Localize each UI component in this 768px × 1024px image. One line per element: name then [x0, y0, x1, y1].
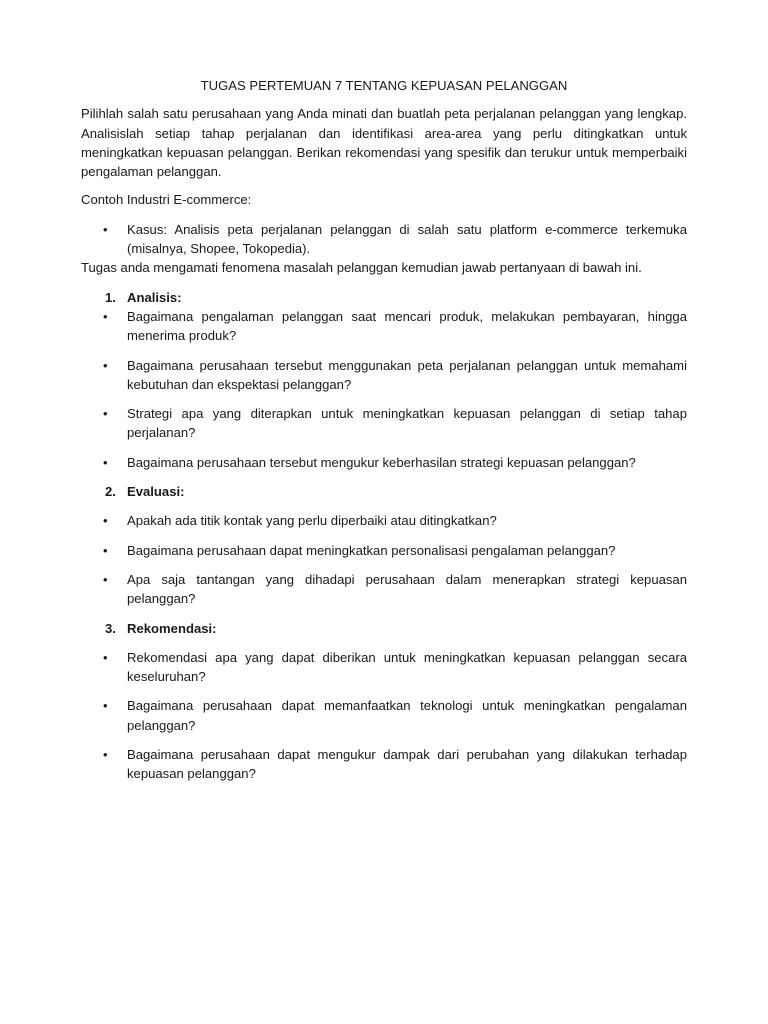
- section-number: 2.: [105, 484, 116, 500]
- case-text: Kasus: Analisis peta perjalanan pelanggan di salah satu platform e-commerce terkemuka (misalnya, Shopee, Tokopedia).: [127, 221, 687, 257]
- section-heading-analisis: [81, 288, 687, 307]
- document-page: [81, 76, 687, 784]
- section-heading-evaluasi: [81, 482, 687, 501]
- list-item: [81, 745, 687, 784]
- bullet-icon: •: [103, 357, 108, 373]
- bullet-icon: •: [103, 406, 108, 422]
- bullet-icon: •: [103, 221, 108, 237]
- question-text: Bagaimana perusahaan dapat mengukur dampak dari perubahan yang dilakukan terhadap kepuasan pelanggan?: [127, 747, 687, 782]
- question-text: Rekomendasi apa yang dapat diberikan untuk meningkatkan kepuasan pelanggan secara keseluruhan?: [127, 649, 687, 685]
- list-item: [81, 307, 687, 346]
- list-item: [81, 220, 687, 259]
- section-number: 1.: [105, 289, 116, 305]
- list-item: [81, 541, 687, 560]
- intro-paragraph: Pilihlah salah satu perusahaan yang Anda minati dan buatlah peta perjalanan pelanggan yang lengkap. Analisislah setiap tahap perjalanan dan identifikasi area-area yang perlu ditingkatkan untuk meningkatkan kepuasan pelanggan. Berikan rekomendasi yang spesifik dan terukur untuk memperbaiki pengalaman pelanggan.: [81, 106, 687, 180]
- bullet-icon: •: [103, 571, 108, 587]
- question-list-evaluasi: [81, 511, 687, 608]
- question-text: Bagaimana perusahaan dapat meningkatkan personalisasi pengalaman pelanggan?: [127, 542, 616, 558]
- question-list-rekomendasi: [81, 648, 687, 784]
- list-item: [81, 453, 687, 472]
- section-number: 3.: [105, 620, 116, 636]
- question-text: Bagaimana pengalaman pelanggan saat mencari produk, melakukan pembayaran, hingga menerima produk?: [127, 308, 687, 344]
- document-title: TUGAS PERTEMUAN 7 TENTANG KEPUASAN PELANGGAN: [200, 78, 568, 93]
- list-item: [81, 696, 687, 735]
- bullet-icon: •: [103, 513, 108, 529]
- question-text: Apa saja tantangan yang dihadapi perusahaan dalam menerapkan strategi kepuasan pelanggan?: [127, 571, 687, 607]
- list-item: [81, 356, 687, 395]
- question-text: Apakah ada titik kontak yang perlu diperbaiki atau ditingkatkan?: [127, 513, 497, 529]
- list-item: [81, 404, 687, 443]
- section-title: Evaluasi:: [127, 484, 185, 500]
- bullet-icon: •: [103, 698, 108, 714]
- bullet-icon: •: [103, 308, 108, 324]
- question-text: Bagaimana perusahaan tersebut menggunakan peta perjalanan pelanggan untuk memahami kebutuhan dan ekspektasi pelanggan?: [127, 357, 687, 392]
- bullet-icon: •: [103, 454, 108, 470]
- section-heading-rekomendasi: [81, 619, 687, 638]
- case-list: [81, 220, 687, 259]
- task-instruction: Tugas anda mengamati fenomena masalah pelanggan kemudian jawab pertanyaan di bawah ini.: [81, 260, 642, 276]
- question-list-analisis: [81, 307, 687, 472]
- list-item: [81, 511, 687, 530]
- list-item: [81, 570, 687, 609]
- question-text: Bagaimana perusahaan tersebut mengukur keberhasilan strategi kepuasan pelanggan?: [127, 454, 636, 470]
- bullet-icon: •: [103, 542, 108, 558]
- section-title: Analisis:: [127, 289, 182, 305]
- list-item: [81, 648, 687, 687]
- question-text: Bagaimana perusahaan dapat memanfaatkan teknologi untuk meningkatkan pengalaman pelanggan?: [127, 698, 687, 733]
- question-text: Strategi apa yang diterapkan untuk meningkatkan kepuasan pelanggan di setiap tahap perjalanan?: [127, 406, 687, 441]
- example-label: Contoh Industri E-commerce:: [81, 192, 252, 208]
- bullet-icon: •: [103, 649, 108, 665]
- section-title: Rekomendasi:: [127, 620, 217, 636]
- bullet-icon: •: [103, 747, 108, 763]
